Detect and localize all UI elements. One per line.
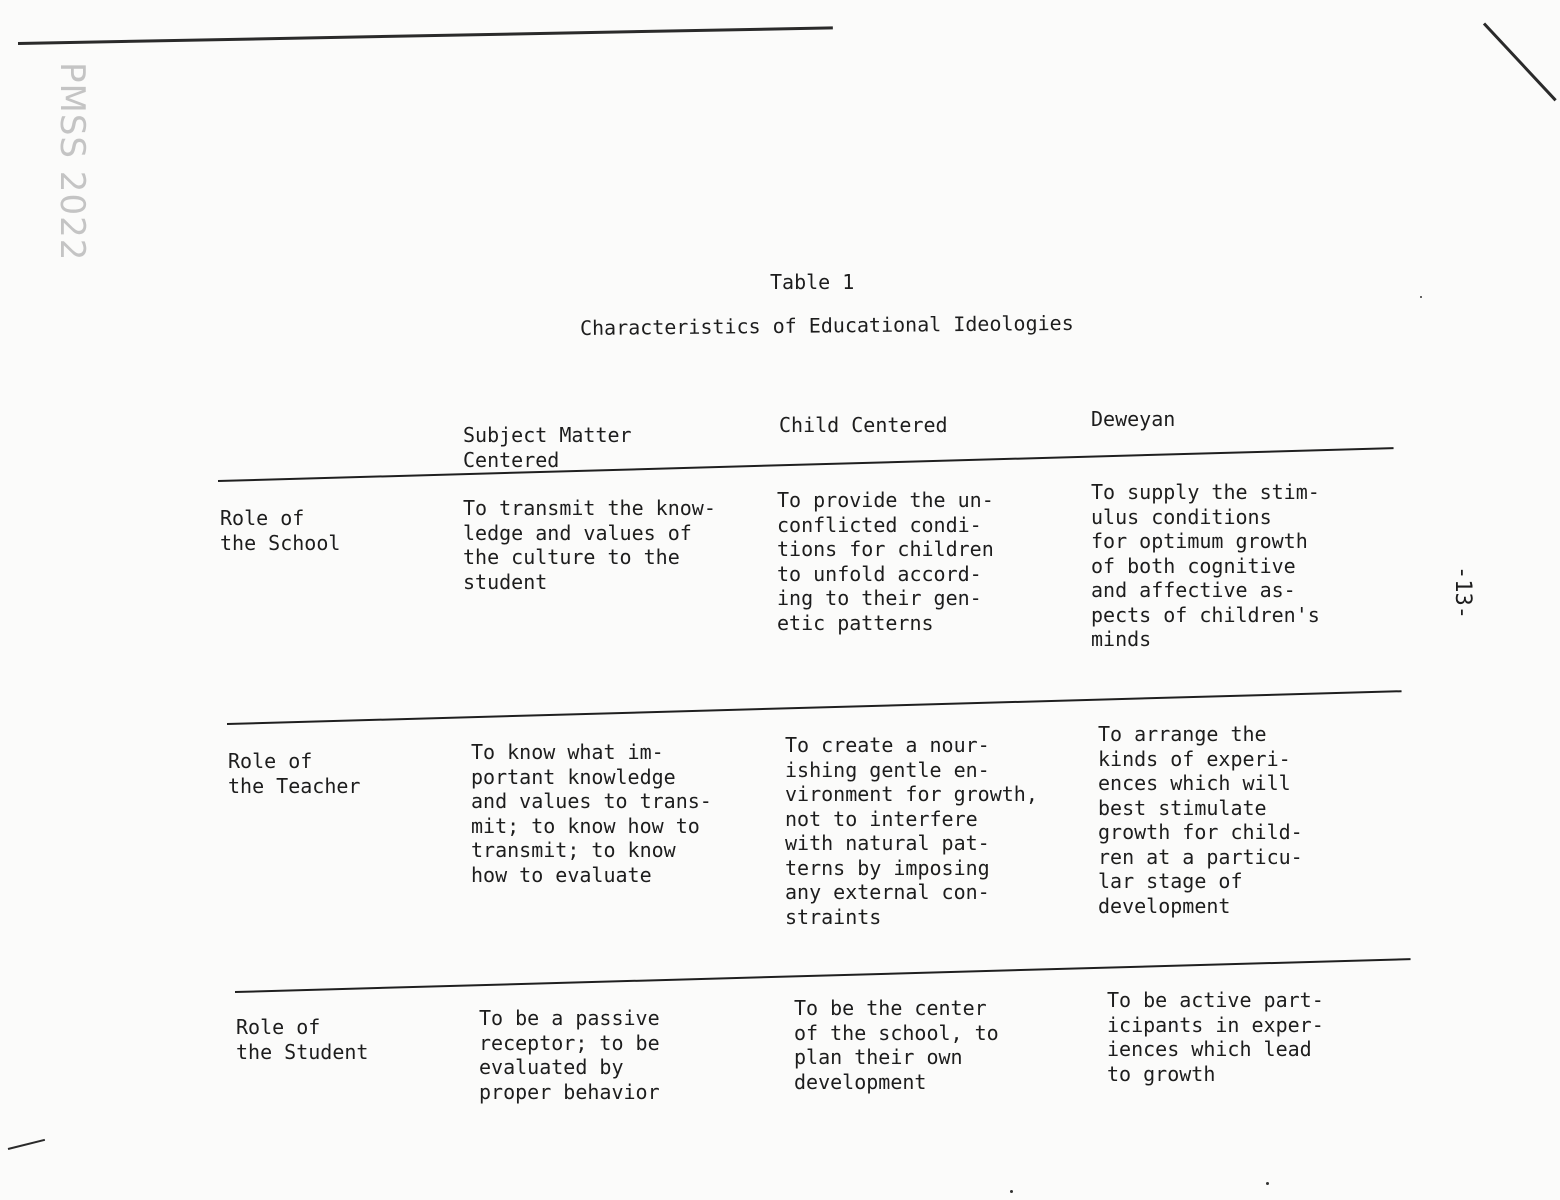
scan-speck [1010,1190,1013,1193]
archive-stamp: PMSS 2022 [52,62,92,262]
top-scan-streak [18,26,833,45]
row-divider [227,690,1402,725]
table-cell: To be active part- icipants in exper- iences which lead to growth [1107,988,1324,1086]
row-label-teacher: Role of the Teacher [228,749,361,798]
table-cell: To arrange the kinds of experi- ences which will best stimulate growth for child- ren at a particu- lar stage of development [1098,722,1303,918]
table-cell: To create a nour- ishing gentle en- vironment for growth, not to interfere with natural pat- terns by imposing any external con- straints [785,733,1038,929]
row-label-school: Role of the School [220,506,341,555]
row-label-student: Role of the Student [236,1015,369,1064]
table-cell: To supply the stim- ulus conditions for optimum growth of both cognitive and affective as- pects of children's minds [1091,480,1320,651]
header-rule [218,447,1394,482]
table-title: Characteristics of Educational Ideologies [579,310,1074,340]
column-header-subject-matter: Subject Matter Centered [463,423,632,472]
margin-scan-mark [8,1139,45,1150]
page-number: -13- [1450,566,1475,619]
table-cell: To know what im- portant knowledge and values to trans- mit; to know how to transmit; to know how to evaluate [471,740,712,887]
scan-speck [1266,1182,1269,1185]
column-header-child-centered: Child Centered [779,413,948,437]
corner-scan-streak [1483,22,1557,101]
scan-speck [1420,296,1422,298]
table-label: Table 1 [770,270,855,294]
table-cell: To transmit the know- ledge and values of the culture to the student [463,496,716,594]
table-cell: To be a passive receptor; to be evaluated by proper behavior [479,1006,660,1104]
table-cell: To provide the un- conflicted condi- tions for children to unfold accord- ing to their gen- etic patterns [777,488,994,635]
table-cell: To be the center of the school, to plan their own development [794,996,999,1094]
column-header-deweyan: Deweyan [1091,407,1176,431]
